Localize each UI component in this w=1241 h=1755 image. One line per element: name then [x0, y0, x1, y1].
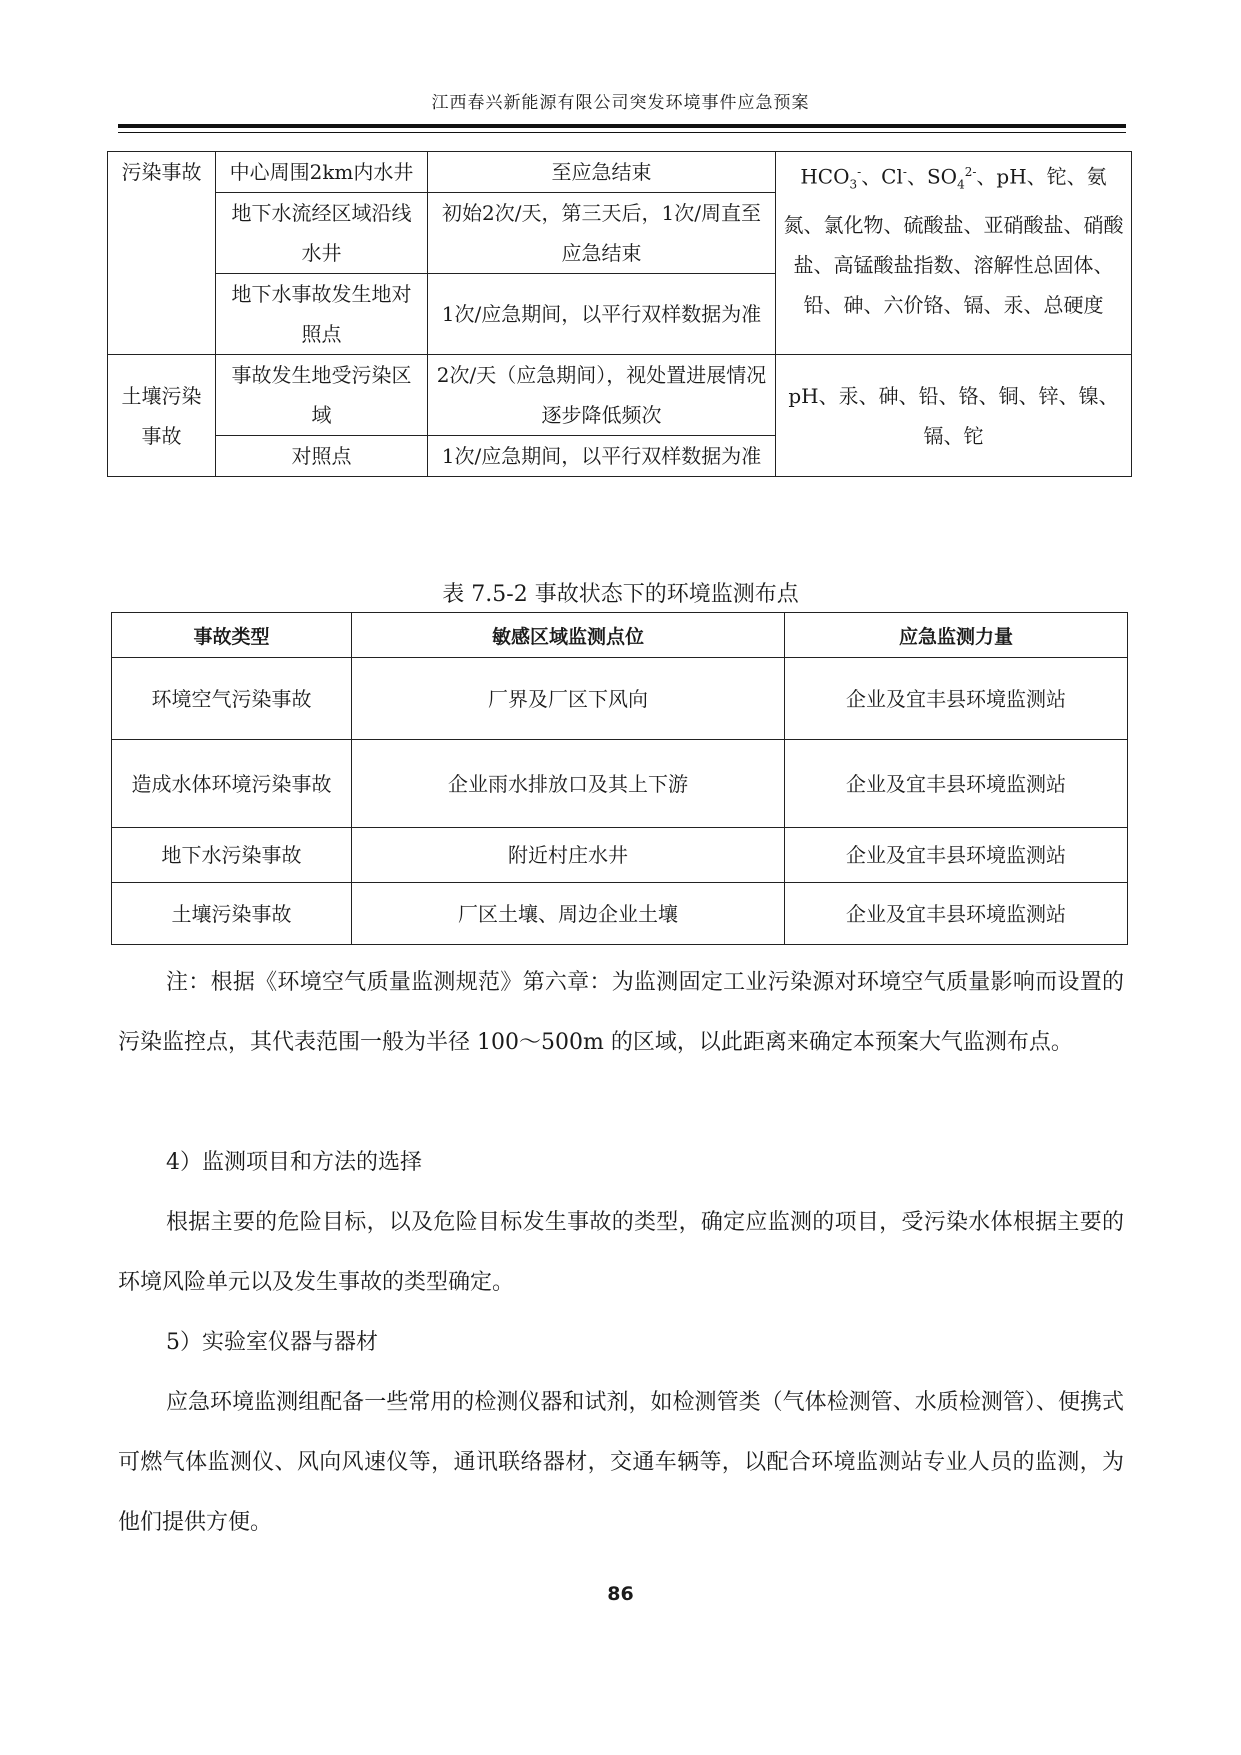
frequency-cell: 1次/应急期间，以平行双样数据为准: [428, 436, 776, 477]
table-row: [108, 152, 1132, 193]
frequency-cell: 1次/应急期间，以平行双样数据为准: [428, 274, 776, 355]
table-cell: 地下水污染事故: [112, 828, 352, 883]
accident-type-label: 污染事故: [121, 160, 202, 184]
frequency-cell: 2次/天（应急期间），视处置进展情况逐步降低频次: [428, 355, 776, 436]
note-paragraph: 注：根据《环境空气质量监测规范》第六章：为监测固定工业污染源对环境空气质量影响而设置的污染监控点，其代表范围一般为半径 100～500m 的区域，以此距离来确定本预案大气监测布点。: [118, 970, 1124, 1055]
table-cell: 附近村庄水井: [352, 828, 785, 883]
header-rule-thin: [118, 132, 1126, 133]
table-cell: 造成水体环境污染事故: [112, 740, 352, 828]
table-cell: 土壤污染事故: [112, 883, 352, 945]
column-header: 事故类型: [112, 613, 352, 658]
table-row: [108, 355, 1132, 436]
column-header: 应急监测力量: [785, 613, 1128, 658]
accident-type-cell: 土壤污染事故: [108, 355, 216, 477]
table-cell: 厂界及厂区下风向: [352, 658, 785, 740]
frequency-cell: 初始2次/天，第三天后，1次/周直至应急结束: [428, 193, 776, 274]
column-header: 敏感区域监测点位: [352, 613, 785, 658]
table-row: [112, 658, 1128, 740]
parameters-cell: pH、汞、砷、铅、铬、铜、锌、镍、镉、铊: [776, 355, 1132, 477]
location-cell: 中心周围2km内水井: [216, 152, 428, 193]
monitoring-frequency-table: [107, 151, 1132, 477]
table-cell: 企业及宜丰县环境监测站: [785, 828, 1128, 883]
paragraph-4: 根据主要的危险目标，以及危险目标发生事故的类型，确定应监测的项目，受污染水体根据主要的环境风险单元以及发生事故的类型确定。: [118, 1210, 1124, 1295]
accident-type-cell: [108, 152, 216, 355]
monitoring-points-table: [111, 612, 1128, 945]
table-cell: 企业雨水排放口及其上下游: [352, 740, 785, 828]
section-heading-4: 4）监测项目和方法的选择: [166, 1150, 422, 1175]
table-caption: 表 7.5-2 事故状态下的环境监测布点: [442, 582, 799, 607]
header-rule-thick: [118, 124, 1126, 128]
page-number: 86: [607, 1583, 634, 1605]
document-header-title: 江西春兴新能源有限公司突发环境事件应急预案: [431, 93, 810, 113]
location-cell: 事故发生地受污染区域: [216, 355, 428, 436]
table-cell: 环境空气污染事故: [112, 658, 352, 740]
frequency-cell: 至应急结束: [428, 152, 776, 193]
table-row: [112, 883, 1128, 945]
table-cell: 企业及宜丰县环境监测站: [785, 883, 1128, 945]
location-cell: 地下水流经区域沿线水井: [216, 193, 428, 274]
section-heading-5: 5）实验室仪器与器材: [166, 1330, 378, 1355]
table-cell: 企业及宜丰县环境监测站: [785, 658, 1128, 740]
table-row: [112, 740, 1128, 828]
paragraph-5: 应急环境监测组配备一些常用的检测仪器和试剂，如检测管类（气体检测管、水质检测管）、便携式可燃气体监测仪、风向风速仪等，通讯联络器材，交通车辆等，以配合环境监测站专业人员的监测，为他们提供方便。: [118, 1390, 1124, 1535]
parameters-cell: $HCO_3^-$、Cl-、$SO_4^{2-}$、pH、铊、氨氮、氯化物、硫酸盐、亚硝酸盐、硝酸盐、高锰酸盐指数、溶解性总固体、铅、砷、六价铬、镉、汞、总硬度: [776, 152, 1132, 355]
table-header-row: [112, 613, 1128, 658]
location-cell: 对照点: [216, 436, 428, 477]
table-cell: 企业及宜丰县环境监测站: [785, 740, 1128, 828]
location-cell: 地下水事故发生地对照点: [216, 274, 428, 355]
table-row: [112, 828, 1128, 883]
table-cell: 厂区土壤、周边企业土壤: [352, 883, 785, 945]
